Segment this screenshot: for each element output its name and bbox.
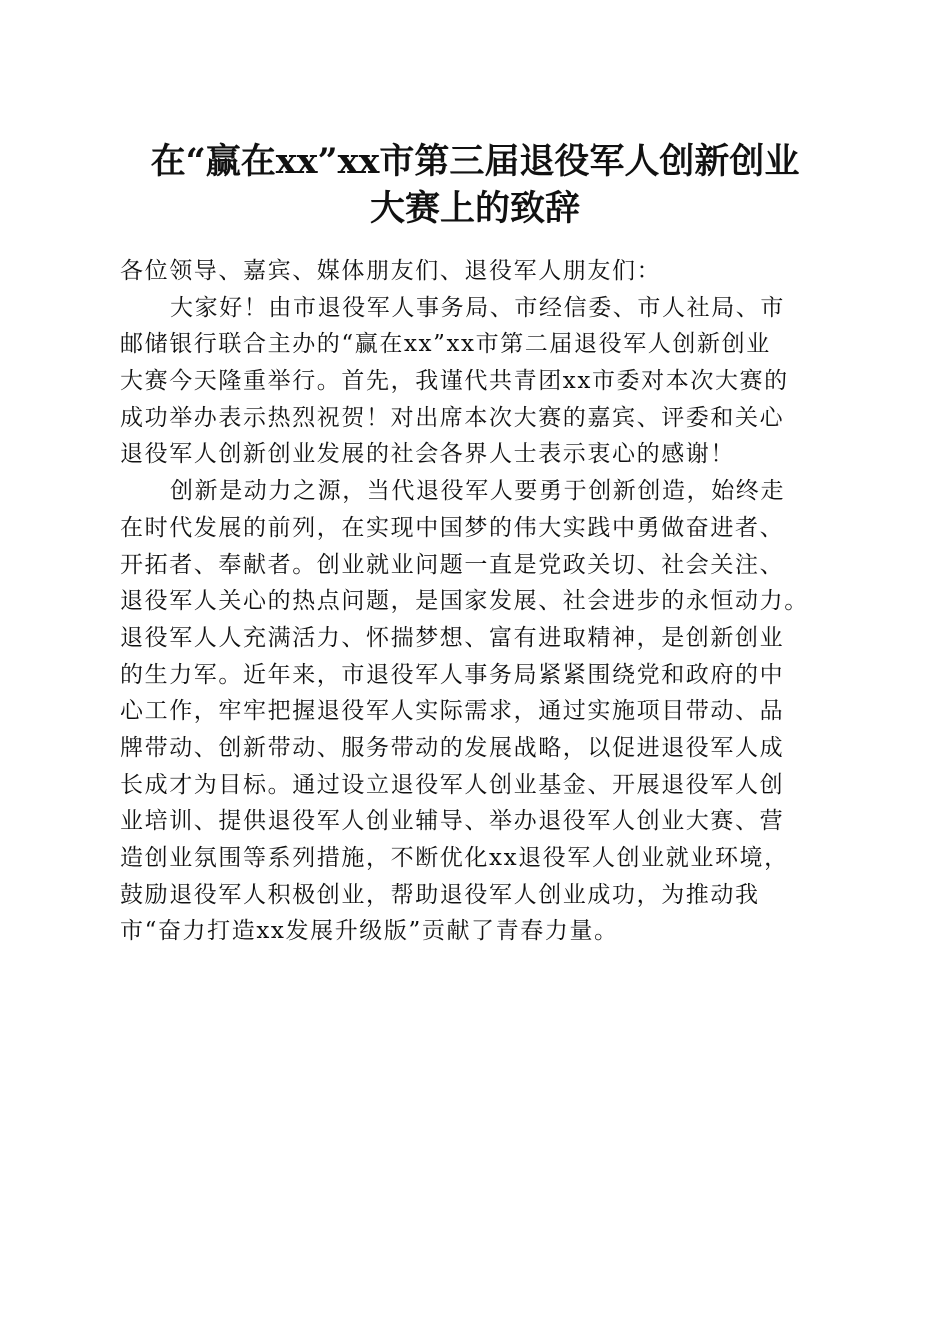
paragraph-line: 退役军人关心的热点问题，是国家发展、社会进步的永恒动力。 [120, 588, 809, 615]
paragraph-line: 业培训、提供退役军人创业辅导、举办退役军人创业大赛、营 [120, 808, 785, 835]
paragraph-line: 长成才为目标。通过设立退役军人创业基金、开展退役军人创 [120, 771, 785, 798]
paragraph-line: 退役军人人充满活力、怀揣梦想、富有进取精神，是创新创业 [120, 624, 785, 651]
document-title-line-2: 大赛上的致辞 [369, 188, 580, 229]
document-body [120, 253, 830, 950]
paragraph-line: 退役军人创新创业发展的社会各界人士表示衷心的感谢！ [120, 441, 735, 468]
paragraph-line: 创新是动力之源，当代退役军人要勇于创新创造，始终走 [170, 478, 785, 505]
paragraph-line: 市“奋力打造xx发展升级版”贡献了青春力量。 [120, 918, 619, 945]
paragraph-line: 在时代发展的前列，在实现中国梦的伟大实践中勇做奋进者、 [120, 514, 785, 541]
document-title-line-1: 在“赢在xx”xx市第三届退役军人创新创业 [150, 141, 800, 182]
paragraph-line: 心工作，牢牢把握退役军人实际需求，通过实施项目带动、品 [120, 698, 785, 725]
salutation: 各位领导、嘉宾、媒体朋友们、退役军人朋友们： [120, 258, 662, 284]
paragraph-1 [120, 290, 830, 473]
paragraph-line: 鼓励退役军人积极创业，帮助退役军人创业成功，为推动我 [120, 881, 760, 908]
paragraph-line: 邮储银行联合主办的“赢在xx”xx市第二届退役军人创新创业 [120, 331, 771, 358]
paragraph-line: 成功举办表示热烈祝贺！对出席本次大赛的嘉宾、评委和关心 [120, 404, 785, 431]
paragraph-line: 开拓者、奉献者。创业就业问题一直是党政关切、社会关注、 [120, 551, 785, 578]
paragraph-line: 牌带动、创新带动、服务带动的发展战略，以促进退役军人成 [120, 734, 785, 761]
paragraph-line: 的生力军。近年来，市退役军人事务局紧紧围绕党和政府的中 [120, 661, 785, 688]
paragraph-line: 造创业氛围等系列措施，不断优化xx退役军人创业就业环境， [120, 845, 789, 871]
paragraph-2 [120, 473, 830, 950]
paragraph-line: 大家好！由市退役军人事务局、市经信委、市人社局、市 [170, 294, 785, 321]
paragraph-line: 大赛今天隆重举行。首先，我谨代共青团xx市委对本次大赛的 [120, 368, 789, 395]
